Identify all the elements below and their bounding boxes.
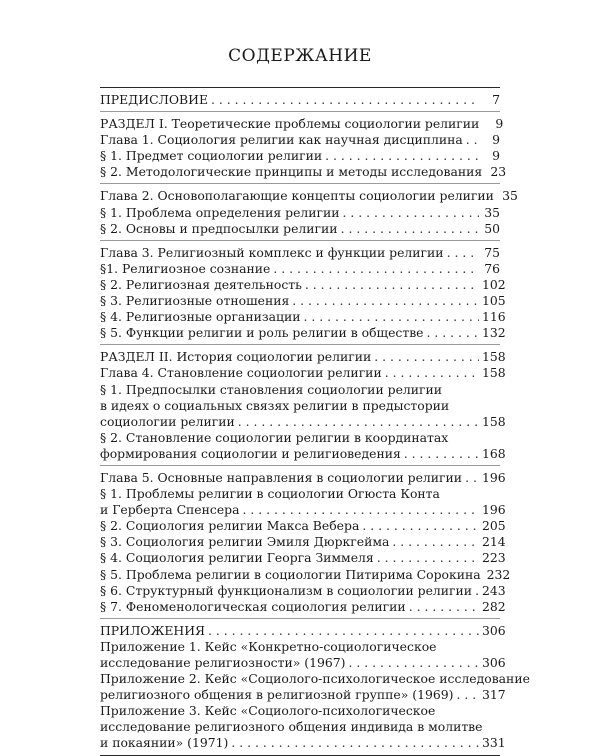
toc-entry[interactable] <box>100 566 511 583</box>
dot-leader <box>243 502 480 518</box>
toc-entry-line: § 2. Социология религии Макса Вебера <box>100 518 360 534</box>
toc-entry[interactable] <box>100 261 500 277</box>
toc-entry[interactable] <box>100 132 500 148</box>
toc-entry-wrapper <box>100 148 500 164</box>
toc-entry-line: § 2. Основы и предпосылки религии <box>100 220 338 236</box>
page-number: 116 <box>482 309 506 325</box>
toc-entry[interactable] <box>100 638 506 671</box>
toc-entry-line: § 7. Феноменологическая социология религии <box>100 598 406 614</box>
toc-entry-line: и покаянии» (1971) <box>100 735 229 751</box>
toc-entry[interactable] <box>100 365 506 381</box>
dot-leader <box>465 470 479 486</box>
toc-entry-wrapper <box>100 325 506 341</box>
toc-entry[interactable] <box>100 245 500 261</box>
dot-leader <box>292 293 479 309</box>
toc-entry-wrapper <box>100 164 507 180</box>
toc-entry-line: Глава 5. Основные направления в социологии религии <box>100 469 463 485</box>
toc-entry-wrapper <box>100 276 506 293</box>
dot-leader <box>374 349 479 365</box>
dot-leader <box>475 583 479 599</box>
toc-group <box>100 241 506 346</box>
page-number: 9 <box>492 132 500 148</box>
dot-leader <box>211 92 479 108</box>
toc-entry-line: § 1. Проблема определения религии <box>100 204 340 220</box>
toc-entry-line: § 5. Проблема религии в социологии Питирима Сорокина <box>100 566 481 582</box>
toc-entry-wrapper <box>100 92 500 108</box>
toc-entry-title <box>100 430 500 446</box>
toc-entry-line: и Герберта Спенсера <box>100 502 240 518</box>
dot-leader <box>466 132 479 148</box>
toc-entry-line: § 2. Становление социологии религии в координатах <box>100 429 449 445</box>
page-number: 205 <box>482 518 506 534</box>
toc-entry-wrapper <box>100 221 500 237</box>
toc-entry-title <box>100 703 500 735</box>
toc-entry-line: § 3. Социология религии Эмиля Дюркгейма <box>100 534 390 550</box>
toc-entry[interactable] <box>100 92 500 108</box>
toc-entry[interactable] <box>100 582 506 599</box>
page-number: 282 <box>482 598 506 614</box>
toc-entry[interactable] <box>100 293 506 309</box>
toc-entry-wrapper <box>100 205 500 221</box>
toc-entry-wrapper <box>100 703 506 751</box>
toc-entry-wrapper <box>100 245 500 261</box>
toc-entry-line: § 4. Религиозные организации <box>100 309 301 325</box>
toc-entry-wrapper <box>100 622 506 639</box>
dot-leader <box>404 446 479 462</box>
toc-entry-line: в идеях о социальных связях религии в предыстории <box>100 397 450 413</box>
dot-leader <box>325 148 479 164</box>
page-number: 50 <box>484 220 500 236</box>
toc-entry-wrapper <box>100 261 500 277</box>
toc-entry[interactable] <box>100 164 507 180</box>
toc-entry[interactable] <box>100 518 506 534</box>
page-number: 105 <box>482 293 506 309</box>
toc-entry-line: РАЗДЕЛ II. История социологии религии <box>100 349 372 365</box>
toc-entry[interactable] <box>100 703 506 751</box>
toc-entry-title <box>100 671 530 687</box>
page-number: 232 <box>486 566 511 582</box>
toc-entry[interactable] <box>100 188 518 204</box>
toc-entry-wrapper <box>100 582 506 599</box>
toc-entry[interactable] <box>100 598 506 615</box>
toc-group <box>100 184 518 240</box>
dot-leader <box>303 309 479 325</box>
toc-entry-wrapper <box>100 188 518 204</box>
page-number: 223 <box>482 550 506 566</box>
toc-entry-line: формирования социологии и религиоведения <box>100 445 401 461</box>
dot-leader <box>385 365 479 381</box>
page-number: 35 <box>484 204 500 220</box>
toc-entry[interactable] <box>100 221 500 237</box>
dot-leader <box>341 221 479 237</box>
toc-entry[interactable] <box>100 534 506 550</box>
toc-group <box>100 112 507 184</box>
toc-entry-wrapper <box>100 566 511 583</box>
toc-entry-line: Глава 2. Основополагающие концепты социологии религии <box>100 188 494 204</box>
toc-entry-line: § 1. Предмет социологии религии <box>100 148 323 164</box>
dot-leader <box>427 325 479 341</box>
toc-group <box>100 619 530 756</box>
toc-entry-line: § 1. Предпосылки становления социологии религии <box>100 381 443 397</box>
toc-entry-title <box>100 382 500 414</box>
dot-leader <box>457 687 480 703</box>
dot-leader <box>362 518 479 534</box>
dot-leader <box>377 550 479 566</box>
page-number: 214 <box>482 534 506 550</box>
page-number: 102 <box>482 276 506 292</box>
toc-entry-wrapper <box>100 486 506 518</box>
toc-entry-wrapper <box>100 349 506 365</box>
toc-entry[interactable] <box>100 148 500 164</box>
page-number: 317 <box>482 687 506 703</box>
toc-entry[interactable] <box>100 349 506 365</box>
toc-entry[interactable] <box>100 276 506 293</box>
toc-entry[interactable] <box>100 622 506 639</box>
page-number: 75 <box>484 244 500 260</box>
toc-entry-wrapper <box>100 518 506 534</box>
toc-entry[interactable] <box>100 116 504 132</box>
toc-entry[interactable] <box>100 205 500 221</box>
dot-leader <box>231 735 479 751</box>
page-number: 196 <box>482 469 506 485</box>
toc-entry-line: § 5. Функции религии и роль религии в обществе <box>100 325 424 341</box>
page-number: 158 <box>482 365 506 381</box>
toc-entry-wrapper <box>100 429 506 462</box>
page-number: 306 <box>482 655 506 670</box>
page-number: 35 <box>502 188 518 204</box>
toc-entry-wrapper <box>100 598 506 615</box>
toc-entry[interactable] <box>100 469 506 486</box>
dot-leader <box>305 277 479 293</box>
toc-entry-wrapper <box>100 469 506 486</box>
toc-entry-wrapper <box>100 293 506 309</box>
toc-entry[interactable] <box>100 309 506 325</box>
toc-entry-line: исследование религиозности» (1967) <box>100 655 346 670</box>
toc-entry-wrapper <box>100 638 506 671</box>
toc-entry-line: § 3. Религиозные отношения <box>100 293 290 309</box>
page-number: 9 <box>492 148 500 164</box>
toc-entry-line: РАЗДЕЛ I. Теоретические проблемы социологии религии <box>100 116 480 132</box>
dot-leader <box>348 655 479 671</box>
page-number: 158 <box>482 349 506 365</box>
toc-entry-line: ПРЕДИСЛОВИЕ <box>100 92 209 107</box>
page-number: 76 <box>484 260 500 276</box>
toc-entry[interactable] <box>100 325 506 341</box>
toc-entry-line: Глава 1. Социология религии как научная дисциплина <box>100 132 463 148</box>
page-number: 158 <box>482 413 506 429</box>
toc-entry-line: § 4. Социология религии Георга Зиммеля <box>100 550 374 566</box>
toc-group <box>100 88 500 112</box>
toc-entry[interactable] <box>100 550 506 566</box>
dot-leader <box>392 534 479 550</box>
toc-entry-line: Глава 3. Религиозный комплекс и функции религии <box>100 244 444 260</box>
toc-entry-line: § 1. Проблемы религии в социологии Огюста Конта <box>100 486 440 502</box>
page-number: 331 <box>482 735 506 751</box>
toc-entry-line: § 6. Структурный функционализм в социологии религии <box>100 582 473 598</box>
dot-leader <box>208 623 479 639</box>
toc-entry-wrapper <box>100 116 504 132</box>
toc-entry[interactable] <box>100 381 506 430</box>
toc-entry-line: Приложение 3. Кейс «Социолого-психологическое <box>100 703 436 719</box>
dot-leader <box>238 414 479 430</box>
dot-leader <box>409 599 479 615</box>
toc-entry-line: Приложение 2. Кейс «Социолого-психологическое исследование <box>100 671 530 687</box>
page-number: 23 <box>490 164 507 180</box>
toc-entry-wrapper <box>100 365 506 381</box>
page-title: СОДЕРЖАНИЕ <box>228 46 372 66</box>
page-number: 9 <box>495 116 504 132</box>
toc-entry-line: Приложение 1. Кейс «Конкретно-социологическое <box>100 638 437 654</box>
table-of-contents <box>100 88 530 756</box>
page-number: 243 <box>482 582 506 598</box>
page-number: 168 <box>482 445 506 461</box>
toc-entry-line: § 2. Религиозная деятельность <box>100 276 302 292</box>
toc-entry-title <box>100 486 500 502</box>
toc-entry-wrapper <box>100 132 500 148</box>
dot-leader <box>273 261 479 277</box>
toc-entry-line: социологии религии <box>100 413 235 429</box>
toc-entry-title <box>100 639 500 655</box>
page-number: 306 <box>482 622 506 638</box>
toc-entry-wrapper <box>100 534 506 550</box>
dot-leader <box>343 205 479 221</box>
page-number: 7 <box>492 92 500 107</box>
toc-entry-wrapper <box>100 381 506 430</box>
toc-entry-line: § 2. Методологические принципы и методы исследования <box>100 164 483 180</box>
toc-group <box>100 466 511 619</box>
toc-entry-line: Глава 4. Становление социологии религии <box>100 365 382 381</box>
toc-entry[interactable] <box>100 429 506 462</box>
toc-entry-wrapper <box>100 671 530 703</box>
dot-leader <box>447 245 479 261</box>
toc-entry-line: религиозного общения в религиозной группе» (1969) <box>100 687 454 703</box>
page-number: 132 <box>482 325 506 341</box>
toc-entry-line: §1. Религиозное сознание <box>100 260 271 276</box>
toc-entry-line: исследование религиозного общения индивида в молитве <box>100 719 483 735</box>
toc-entry-wrapper <box>100 550 506 566</box>
toc-entry-line: ПРИЛОЖЕНИЯ <box>100 622 206 638</box>
toc-entry-wrapper <box>100 309 506 325</box>
toc-group <box>100 345 506 466</box>
toc-entry[interactable] <box>100 671 530 703</box>
page-number: 196 <box>482 502 506 518</box>
toc-entry[interactable] <box>100 486 506 518</box>
